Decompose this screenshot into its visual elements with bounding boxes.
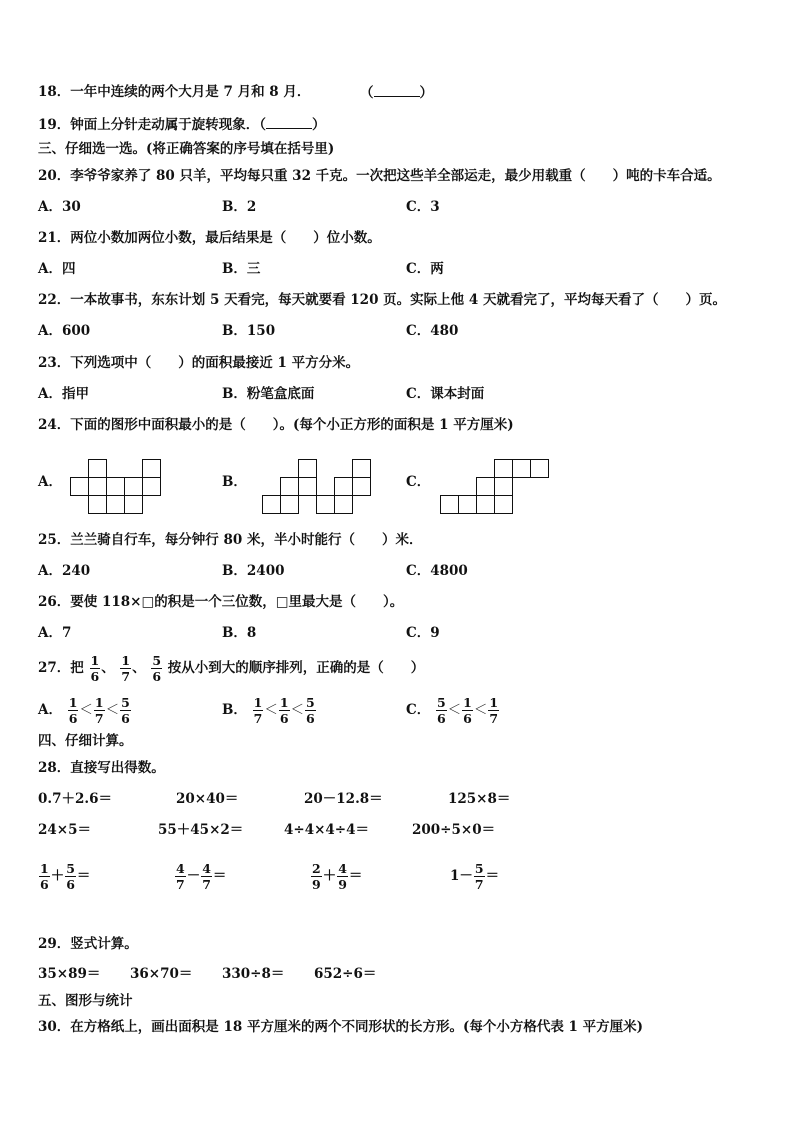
q23-option-b[interactable]: B．粉笔盒底面 <box>222 386 315 402</box>
q25-option-a[interactable]: A．240 <box>38 563 91 579</box>
fraction: $\frac{5}{6}$ <box>436 695 446 726</box>
question-20: 20．李爷爷家养了 80 只羊，平均每只重 32 千克。一次把这些羊全部运走，最少用载重（ ）吨的卡车合适。 <box>38 168 721 184</box>
q27-option-b[interactable]: B． $\frac{1}{7}$ ＜ $\frac{1}{6}$ ＜ $\frac{5}{6}$ <box>222 695 315 726</box>
question-28: 28．直接写出得数。 <box>38 760 165 776</box>
q20-option-c[interactable]: C．3 <box>406 199 440 215</box>
calc-item: 20×40＝ <box>176 791 239 807</box>
fraction: $\frac{1}{7}$ <box>121 653 131 684</box>
fraction: $\frac{1}{6}$ <box>90 653 100 684</box>
section-heading-3: 三、仔细选一选。(将正确答案的序号填在括号里) <box>38 141 335 157</box>
question-30: 30．在方格纸上，画出面积是 18 平方厘米的两个不同形状的长方形。(每个小方格代表 1 平方厘米) <box>38 1019 644 1035</box>
q26-option-b[interactable]: B．8 <box>222 625 257 641</box>
question-23: 23．下列选项中（ ）的面积最接近 1 平方分米。 <box>38 355 360 371</box>
question-26: 26．要使 118×□的积是一个三位数，□里最大是（ ）。 <box>38 594 404 610</box>
q20-option-a[interactable]: A．30 <box>38 199 81 215</box>
vertical-calc-item: 330÷8＝ <box>222 966 285 982</box>
shape-b-grid <box>262 459 374 515</box>
q23-option-c[interactable]: C．课本封面 <box>406 386 485 402</box>
shape-a-grid <box>70 459 165 515</box>
q25-option-c[interactable]: C．4800 <box>406 563 468 579</box>
vertical-calc-item: 35×89＝ <box>38 966 101 982</box>
calc-item: 20－12.8＝ <box>304 791 383 807</box>
fraction: $\frac{5}{6}$ <box>306 695 315 726</box>
q25-option-b[interactable]: B．2400 <box>222 563 285 579</box>
calc-item: 4÷4×4÷4＝ <box>284 822 370 838</box>
calc-fraction-item: 1－ $\frac{5}{7}$ ＝ <box>450 861 500 892</box>
section-heading-4: 四、仔细计算。 <box>38 733 133 749</box>
vertical-calc-item: 652÷6＝ <box>314 966 377 982</box>
fraction: $\frac{5}{6}$ <box>121 695 130 726</box>
q22-option-c[interactable]: C．480 <box>406 323 459 339</box>
q21-option-b[interactable]: B．三 <box>222 261 261 277</box>
q24-option-a[interactable]: A． <box>38 474 62 490</box>
fraction: $\frac{1}{6}$ <box>463 695 472 726</box>
q21-option-c[interactable]: C．两 <box>406 261 444 277</box>
calc-fraction-item: $\frac{4}{7}$ － $\frac{4}{7}$ ＝ <box>176 861 227 892</box>
fraction: $\frac{1}{6}$ <box>68 695 78 726</box>
question-25: 25．兰兰骑自行车，每分钟行 80 米，半小时能行（ ）米． <box>38 532 423 548</box>
q20-option-b[interactable]: B．2 <box>222 199 257 215</box>
calc-item: 125×8＝ <box>448 791 511 807</box>
calc-item: 24×5＝ <box>38 822 91 838</box>
q22-option-a[interactable]: A．600 <box>38 323 91 339</box>
question-18-text: 18．一年中连续的两个大月是 7 月和 8 月． <box>38 84 311 100</box>
calc-item: 0.7＋2.6＝ <box>38 791 112 807</box>
question-19: 19．钟面上分针走动属于旋转现象．（ ） <box>38 117 326 133</box>
fraction: $\frac{5}{6}$ <box>152 653 162 684</box>
question-21: 21．两位小数加两位小数，最后结果是（ ）位小数。 <box>38 230 381 246</box>
calc-fraction-item: $\frac{1}{6}$ ＋ $\frac{5}{6}$ ＝ <box>40 861 91 892</box>
fraction: $\frac{1}{7}$ <box>489 695 499 726</box>
question-18 <box>38 84 310 100</box>
q26-option-c[interactable]: C．9 <box>406 625 440 641</box>
q27-option-c[interactable]: C． $\frac{5}{6}$ ＜ $\frac{1}{6}$ ＜ $\frac{1}{7}$ <box>406 695 499 726</box>
vertical-calc-item: 36×70＝ <box>130 966 193 982</box>
q26-option-a[interactable]: A．7 <box>38 625 72 641</box>
q24-option-b[interactable]: B． <box>222 474 247 490</box>
q24-option-c[interactable]: C． <box>406 474 431 490</box>
question-19-text: 19．钟面上分针走动属于旋转现象．（ <box>38 117 267 133</box>
calc-fraction-item: $\frac{2}{9}$ ＋ $\frac{4}{9}$ ＝ <box>312 861 363 892</box>
question-22: 22．一本故事书，东东计划 5 天看完，每天就要看 120 页。实际上他 4 天就看完了，平均每天看了（ ）页。 <box>38 292 726 308</box>
shape-c-grid <box>440 459 552 515</box>
q22-option-b[interactable]: B．150 <box>222 323 276 339</box>
q21-option-a[interactable]: A．四 <box>38 261 76 277</box>
answer-blank-19[interactable] <box>266 116 312 129</box>
question-27: 27．把 $\frac{1}{6}$ 、 $\frac{1}{7}$ 、 $\frac{5}{6}$ 按从小到大的顺序排列，正确的是（ ） <box>38 653 425 684</box>
q23-option-a[interactable]: A．指甲 <box>38 386 89 402</box>
answer-blank-18[interactable]: （ ） <box>360 85 433 101</box>
calc-item: 55＋45×2＝ <box>158 822 244 838</box>
question-24: 24．下面的图形中面积最小的是（ ）。(每个小正方形的面积是 1 平方厘米) <box>38 417 514 433</box>
fraction: $\frac{1}{7}$ <box>94 695 104 726</box>
fraction: $\frac{1}{7}$ <box>253 695 263 726</box>
section-heading-5: 五、图形与统计 <box>38 993 133 1009</box>
calc-item: 200÷5×0＝ <box>412 822 496 838</box>
fraction: $\frac{1}{6}$ <box>279 695 289 726</box>
q27-option-a[interactable]: A． $\frac{1}{6}$ ＜ $\frac{1}{7}$ ＜ $\frac{5}{6}$ <box>38 695 130 726</box>
question-29: 29．竖式计算。 <box>38 936 138 952</box>
